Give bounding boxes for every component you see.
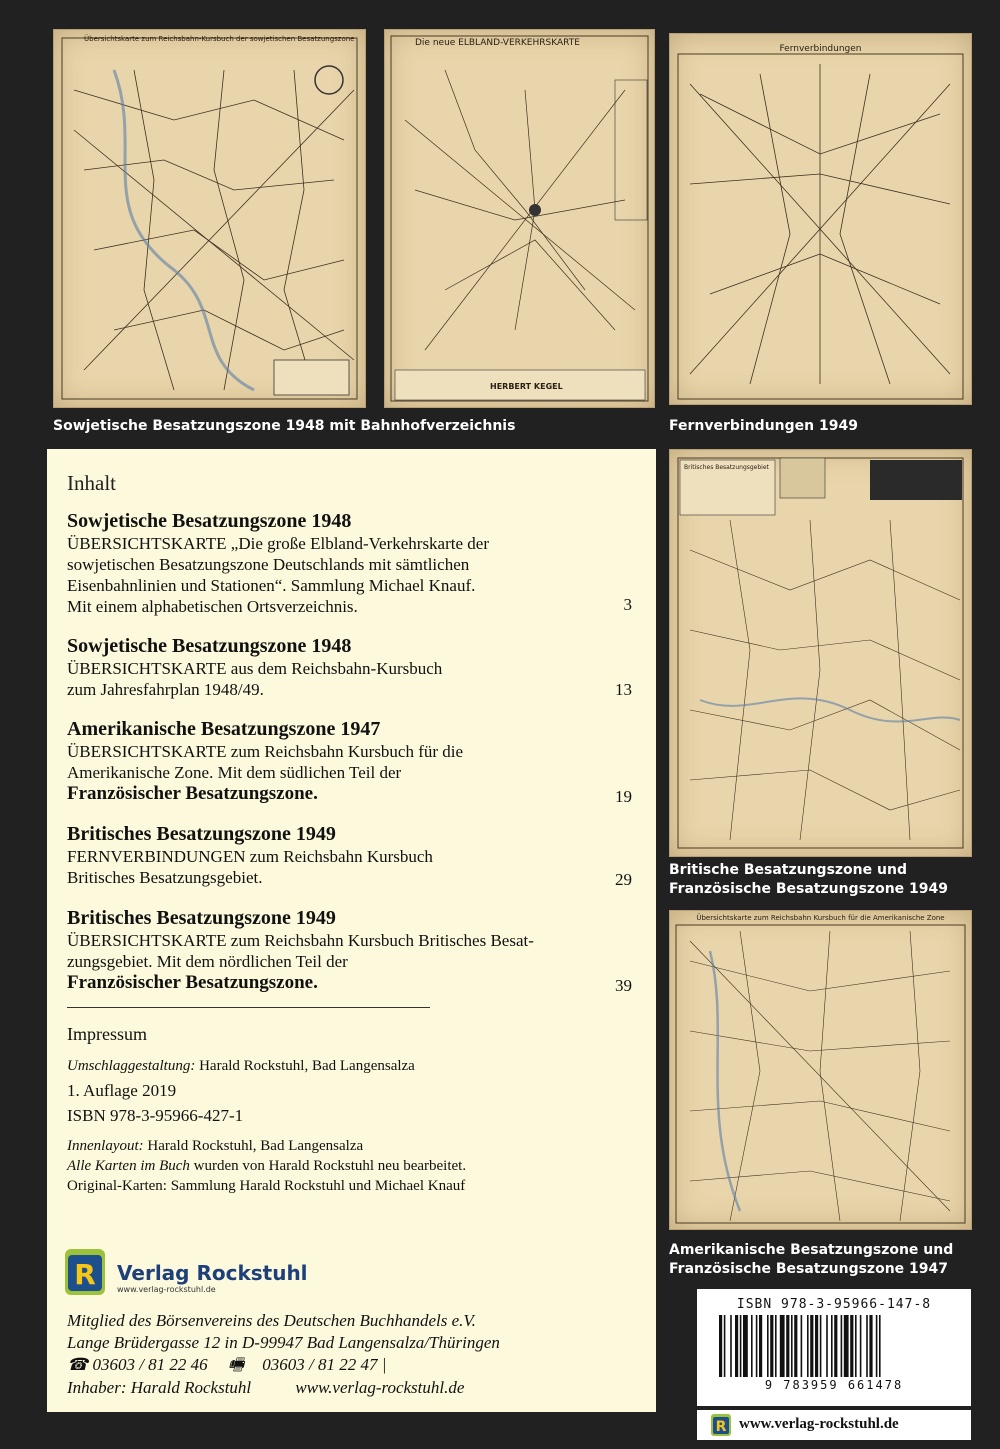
impressum-isbn: ISBN 978-3-95966-427-1 xyxy=(67,1106,244,1125)
barcode-bar xyxy=(730,1315,732,1377)
barcode-bar xyxy=(801,1315,803,1377)
map-britische-zone-image xyxy=(669,449,972,857)
phone-number: 03603 / 81 22 46 xyxy=(92,1355,208,1374)
barcode-bar xyxy=(834,1315,837,1377)
barcode-bar xyxy=(767,1315,769,1377)
barcode-bar xyxy=(770,1315,773,1377)
map-title: Fernverbindungen xyxy=(779,44,862,54)
caption-line: Französische Besatzungszone 1949 xyxy=(669,881,948,897)
footer-url-text: www.verlag-rockstuhl.de xyxy=(739,1416,899,1432)
toc-line: Eisenbahnlinien und Stationen“. Sammlung Michael Knauf. xyxy=(67,576,476,595)
publisher-member: Mitglied des Börsenvereins des Deutschen Buchhandels e.V. xyxy=(67,1311,476,1330)
toc-page-number: 29 xyxy=(615,870,632,889)
caption-sbz-1948: Sowjetische Besatzungszone 1948 mit Bahnhofverzeichnis xyxy=(53,418,516,434)
toc-entry xyxy=(67,634,632,700)
toc-heading: Amerikanische Besatzungszone 1947 xyxy=(67,718,381,740)
toc-entry xyxy=(67,509,632,615)
toc-page-number: 3 xyxy=(623,595,632,614)
innen-label: Innenlayout: xyxy=(67,1138,144,1154)
publisher-address: Lange Brüdergasse 12 in D-99947 Bad Langensalza/Thüringen xyxy=(67,1333,500,1352)
map-title: Britisches Besatzungsgebiet xyxy=(684,464,769,471)
barcode-bar xyxy=(844,1315,849,1377)
map-fernverbindungen-image xyxy=(669,33,972,405)
publisher-logo-small-icon xyxy=(711,1414,731,1436)
fax-icon: 🖷 xyxy=(227,1355,244,1374)
impressum-umschlag xyxy=(67,1057,415,1076)
innen-value: Harald Rockstuhl, Bad Langensalza xyxy=(147,1138,364,1154)
toc-heading: Sowjetische Besatzungszone 1948 xyxy=(67,635,352,657)
barcode-bar xyxy=(815,1315,818,1377)
toc-line: sowjetischen Besatzungszone Deutschlands mit sämtlichen xyxy=(67,555,470,574)
barcode-bar xyxy=(820,1315,822,1377)
content-panel xyxy=(47,449,656,1412)
map-title: Übersichtskarte zum Reichsbahn-Kursbuch der sowjetischen Besatzungszone xyxy=(84,35,355,43)
toc-line: Amerikanische Zone. Mit dem südlichen Teil der xyxy=(67,763,402,782)
footer-url[interactable] xyxy=(697,1410,971,1440)
toc-line: zungsgebiet. Mit dem nördlichen Teil der xyxy=(67,952,348,971)
toc-entry xyxy=(67,717,632,807)
barcode-bars xyxy=(719,1315,947,1377)
barcode-bar xyxy=(869,1315,872,1377)
toc-heading: Sowjetische Besatzungszone 1948 xyxy=(67,510,352,532)
publisher-owner-line xyxy=(67,1377,464,1399)
map-amerikanische-zone-image xyxy=(669,910,972,1230)
barcode-bar xyxy=(831,1315,833,1377)
barcode-isbn-top: ISBN 978-3-95966-147-8 xyxy=(736,1297,932,1312)
toc-line: ÜBERSICHTSKARTE aus dem Reichsbahn-Kursbuch xyxy=(67,659,443,678)
barcode-bar xyxy=(740,1315,742,1377)
karten-value: wurden von Harald Rockstuhl neu bearbeitet. xyxy=(193,1158,467,1174)
barcode-box xyxy=(697,1289,971,1406)
toc-title: Inhalt xyxy=(67,471,116,495)
toc-page-number: 39 xyxy=(615,976,632,995)
barcode-bar xyxy=(786,1315,789,1377)
barcode-bar xyxy=(724,1315,726,1377)
map-title: Übersichtskarte zum Reichsbahn Kursbuch für die Amerikanische Zone xyxy=(696,914,945,922)
barcode-bar xyxy=(780,1315,785,1377)
impressum-auflage: 1. Auflage 2019 xyxy=(67,1081,177,1100)
map-elbland-image xyxy=(384,29,655,408)
barcode-digits: 9 783959 661478 xyxy=(764,1378,904,1392)
toc-line: ÜBERSICHTSKARTE zum Reichsbahn Kursbuch Britisches Besat- xyxy=(67,931,534,950)
umschlag-label: Umschlaggestaltung: xyxy=(67,1058,196,1074)
publisher-contact xyxy=(67,1354,386,1376)
map-title: Die neue ELBLAND-VERKEHRSKARTE xyxy=(415,38,580,48)
barcode-bar xyxy=(879,1315,881,1377)
caption-fernverbindungen: Fernverbindungen 1949 xyxy=(669,418,858,434)
barcode-bar xyxy=(866,1315,868,1377)
fax-number: 03603 / 81 22 47 | xyxy=(262,1355,387,1374)
map-sbz-1948-image xyxy=(53,29,366,408)
toc-line: ÜBERSICHTSKARTE zum Reichsbahn Kursbuch für die xyxy=(67,742,464,761)
map-footer: HERBERT KEGEL xyxy=(490,382,563,391)
barcode-bar xyxy=(775,1315,777,1377)
caption-line: Französische Besatzungszone 1947 xyxy=(669,1261,948,1277)
publisher-web[interactable]: www.verlag-rockstuhl.de xyxy=(295,1378,465,1397)
barcode-bar xyxy=(719,1315,722,1377)
barcode-bar xyxy=(791,1315,793,1377)
toc-entry xyxy=(67,822,632,890)
karten-label: Alle Karten im Buch xyxy=(67,1158,190,1174)
toc-line: FERNVERBINDUNGEN zum Reichsbahn Kursbuch xyxy=(67,847,433,866)
impressum-innenlayout xyxy=(67,1137,363,1156)
barcode-bar xyxy=(850,1315,853,1377)
caption-line: Britische Besatzungszone und xyxy=(669,862,907,878)
umschlag-value: Harald Rockstuhl, Bad Langensalza xyxy=(199,1058,415,1074)
toc-zone-highlight: Französischer Besatzungszone. xyxy=(67,783,318,804)
barcode-bar xyxy=(756,1315,758,1377)
publisher-name: Verlag Rockstuhl xyxy=(117,1261,308,1285)
impressum-original: Original-Karten: Sammlung Harald Rockstuhl und Michael Knauf xyxy=(67,1178,466,1194)
svg-text:R: R xyxy=(715,1419,727,1435)
toc-line: Britisches Besatzungsgebiet. xyxy=(67,868,263,887)
caption-line: Amerikanische Besatzungszone und xyxy=(669,1242,954,1258)
publisher-owner: Inhaber: Harald Rockstuhl xyxy=(67,1378,252,1397)
barcode-bar xyxy=(751,1315,753,1377)
svg-text:R: R xyxy=(74,1258,96,1291)
toc-page-number: 19 xyxy=(615,787,632,806)
toc-heading: Britisches Besatzungszone 1949 xyxy=(67,823,336,845)
publisher-url-small: www.verlag-rockstuhl.de xyxy=(117,1285,216,1294)
caption-britische-zone xyxy=(669,861,948,899)
toc-zone-highlight: Französischer Besatzungszone. xyxy=(67,972,318,993)
barcode-bar xyxy=(807,1315,809,1377)
caption-amerikanische-zone xyxy=(669,1241,953,1279)
divider xyxy=(67,1007,430,1008)
barcode-bar xyxy=(841,1315,843,1377)
barcode-bar xyxy=(860,1315,862,1377)
toc-page-number: 13 xyxy=(615,680,632,699)
phone-icon: ☎ xyxy=(67,1355,89,1374)
toc-line: Mit einem alphabetischen Ortsverzeichnis. xyxy=(67,597,358,616)
publisher-logo-icon xyxy=(65,1249,105,1295)
toc-line: ÜBERSICHTSKARTE „Die große Elbland-Verkehrskarte der xyxy=(67,534,489,553)
barcode-bar xyxy=(810,1315,813,1377)
barcode-bar xyxy=(735,1315,738,1377)
barcode-bar xyxy=(855,1315,857,1377)
toc-entry xyxy=(67,906,632,996)
impressum-karten xyxy=(67,1157,466,1176)
impressum-title: Impressum xyxy=(67,1024,147,1044)
barcode-bar xyxy=(759,1315,762,1377)
barcode-bar xyxy=(826,1315,828,1377)
barcode-bar xyxy=(876,1315,878,1377)
toc-line: zum Jahresfahrplan 1948/49. xyxy=(67,680,264,699)
toc-heading: Britisches Besatzungszone 1949 xyxy=(67,907,336,929)
barcode-bar xyxy=(794,1315,797,1377)
barcode-bar xyxy=(743,1315,748,1377)
